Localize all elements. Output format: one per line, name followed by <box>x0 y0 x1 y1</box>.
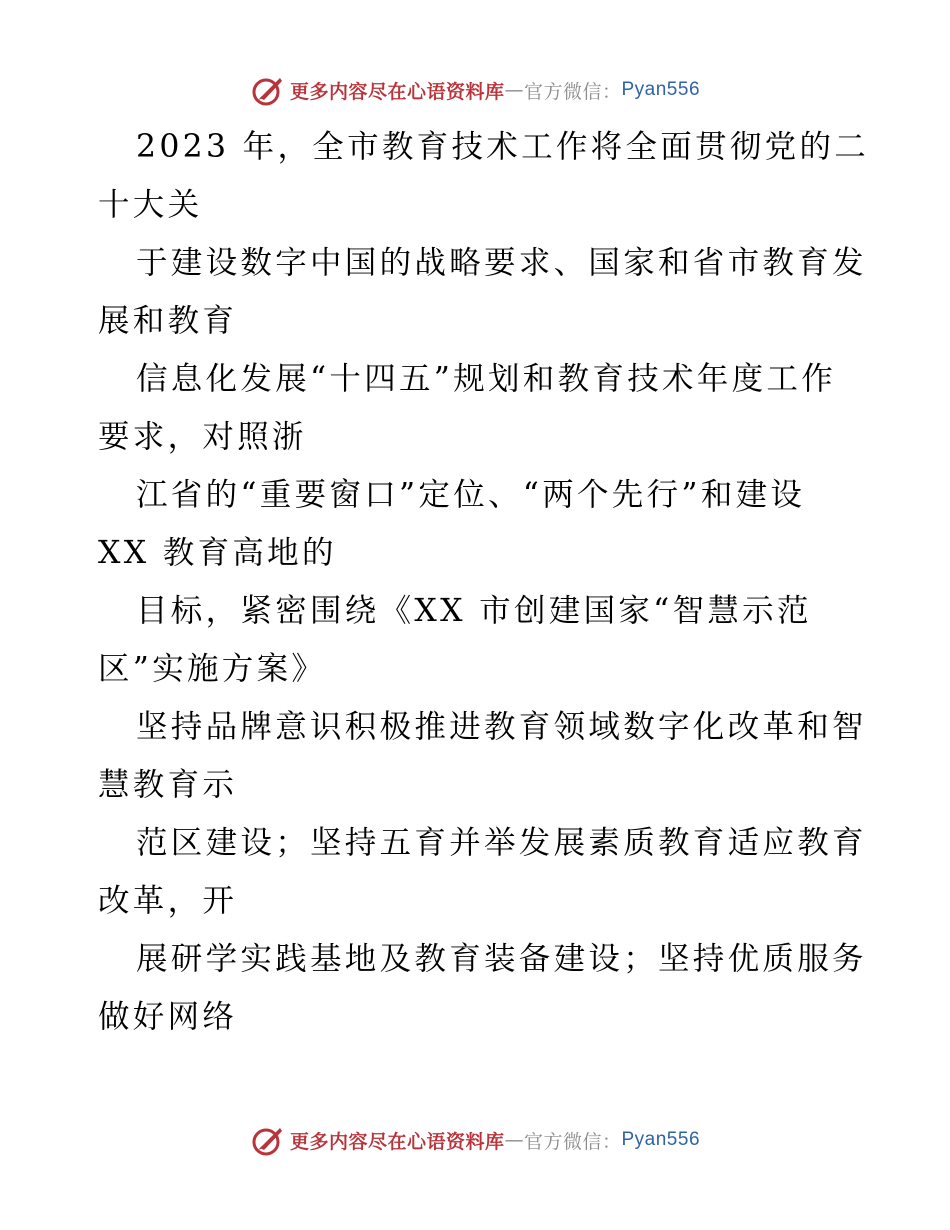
text-line: 慧教育示 <box>98 767 238 803</box>
watermark-red-text: 更多内容尽在心语资料库 <box>289 80 505 103</box>
text-line: 展研学实践基地及教育装备建设；坚持优质服务 <box>136 941 867 977</box>
watermark-dash: — <box>504 1129 524 1151</box>
text-line: 改革，开 <box>98 883 238 919</box>
footer-watermark <box>0 1120 950 1160</box>
quill-logo-icon <box>250 72 286 108</box>
text-line: 2023 年，全市教育技术工作将全面贯彻党的二 <box>136 129 870 165</box>
text-line: 展和教育 <box>98 303 238 339</box>
text-line: 信息化发展“十四五”规划和教育技术年度工作 <box>136 361 837 397</box>
text-line: 要求，对照浙 <box>98 419 307 455</box>
text-line: XX 教育高地的 <box>98 535 337 571</box>
text-line: 目标，紧密围绕《XX 市创建国家“智慧示范 <box>136 593 812 629</box>
watermark-wechat-id: Pyan556 <box>621 1129 701 1150</box>
text-line: 范区建设；坚持五育并举发展素质教育适应教育 <box>136 825 867 861</box>
watermark-gray-text: 官方微信： <box>523 80 622 103</box>
watermark-gray-text: 官方微信： <box>523 1130 622 1153</box>
watermark-dash: — <box>504 79 524 101</box>
text-line: 做好网络 <box>98 999 238 1035</box>
quill-logo-icon <box>250 1122 286 1158</box>
watermark-red-text: 更多内容尽在心语资料库 <box>289 1130 505 1153</box>
header-watermark <box>0 70 950 110</box>
text-line: 于建设数字中国的战略要求、国家和省市教育发 <box>136 245 867 281</box>
text-line: 坚持品牌意识积极推进教育领域数字化改革和智 <box>136 709 867 745</box>
document-body <box>98 118 870 1046</box>
text-line: 十大关 <box>98 187 203 223</box>
text-line: 区”实施方案》 <box>98 651 327 687</box>
text-line: 江省的“重要窗口”定位、“两个先行”和建设 <box>136 477 806 513</box>
watermark-wechat-id: Pyan556 <box>621 79 701 100</box>
